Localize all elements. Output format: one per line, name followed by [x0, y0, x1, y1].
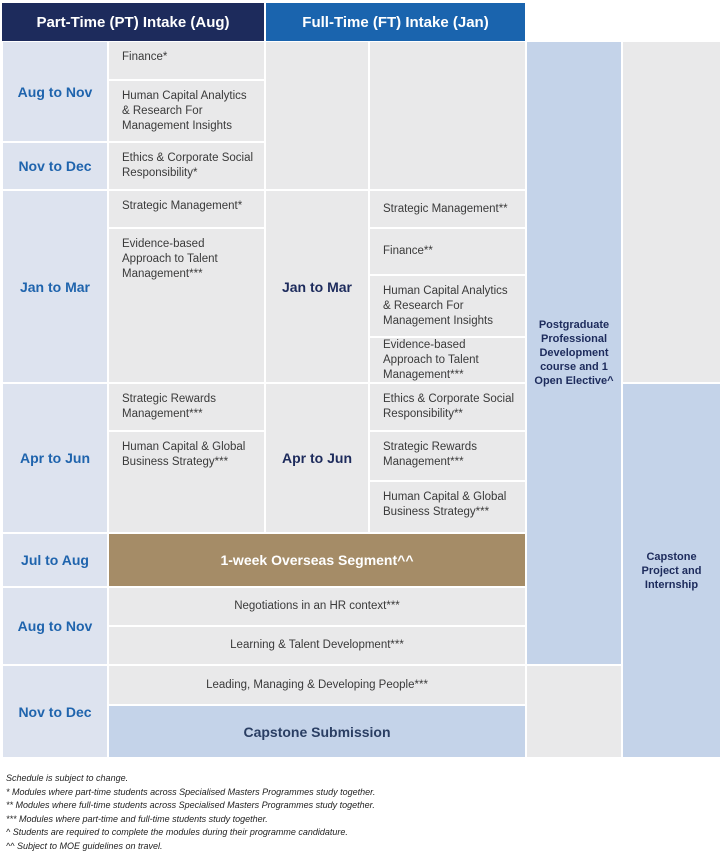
module-leading-managing: Leading, Managing & Developing People*** [109, 666, 525, 704]
ft-module-strategic-management: Strategic Management** [370, 191, 525, 227]
period-nov-dec: Nov to Dec [3, 143, 107, 189]
pt-module-hc-analytics: Human Capital Analytics & Research For Management Insights [109, 81, 264, 141]
ft-empty-module-slot [370, 42, 525, 189]
ft-module-global-strategy: Human Capital & Global Business Strategy*** [370, 482, 525, 532]
pt-module-evidence-based: Evidence-based Approach to Talent Management*** [109, 229, 264, 382]
empty-side-slot [527, 666, 621, 757]
header-ft-intake: Full-Time (FT) Intake (Jan) [266, 3, 525, 41]
header-pt-intake: Part-Time (PT) Intake (Aug) [2, 3, 264, 41]
pt-module-global-strategy: Human Capital & Global Business Strategy*** [109, 432, 264, 532]
footnote: ^^ Subject to MOE guidelines on travel. [6, 840, 163, 851]
ft-module-hc-analytics: Human Capital Analytics & Research For Management Insights [370, 276, 525, 336]
empty-capstone-slot [623, 42, 720, 382]
module-learning-talent: Learning & Talent Development*** [109, 627, 525, 664]
overseas-segment: 1-week Overseas Segment^^ [109, 534, 525, 586]
pt-module-ethics: Ethics & Corporate Social Responsibility* [109, 143, 264, 189]
capstone-project-block: Capstone Project and Internship [623, 384, 720, 757]
period-aug-nov-2: Aug to Nov [3, 588, 107, 664]
period-jul-aug: Jul to Aug [3, 534, 107, 586]
ft-module-strategic-rewards: Strategic Rewards Management*** [370, 432, 525, 480]
capstone-submission: Capstone Submission [109, 706, 525, 757]
footnotes [6, 772, 721, 853]
ft-module-finance: Finance** [370, 229, 525, 274]
footnote: ^ Students are required to complete the modules during their programme candidature. [6, 827, 348, 837]
footnote: *** Modules where part-time and full-time students study together. [6, 813, 268, 824]
ft-empty-aug-dec [266, 42, 368, 189]
footnote: ** Modules where full-time students across Specialised Masters Programmes study together. [6, 800, 375, 810]
period-apr-jun: Apr to Jun [3, 384, 107, 532]
period-nov-dec-2: Nov to Dec [3, 666, 107, 757]
postgraduate-development-block: Postgraduate Professional Development course and 1 Open Elective^ [527, 42, 621, 664]
footnote: * Modules where part-time students across Specialised Masters Programmes study together. [6, 786, 376, 797]
ft-period-jan-mar: Jan to Mar [266, 191, 368, 382]
pt-module-finance: Finance* [109, 42, 264, 79]
ft-module-evidence-based: Evidence-based Approach to Talent Management*** [370, 338, 525, 382]
pt-module-strategic-management: Strategic Management* [109, 191, 264, 227]
ft-module-ethics: Ethics & Corporate Social Responsibility** [370, 384, 525, 430]
period-aug-nov: Aug to Nov [3, 42, 107, 141]
module-negotiations: Negotiations in an HR context*** [109, 588, 525, 625]
pt-module-strategic-rewards: Strategic Rewards Management*** [109, 384, 264, 430]
footnote: Schedule is subject to change. [6, 773, 129, 783]
ft-period-apr-jun: Apr to Jun [266, 384, 368, 532]
period-jan-mar: Jan to Mar [3, 191, 107, 382]
